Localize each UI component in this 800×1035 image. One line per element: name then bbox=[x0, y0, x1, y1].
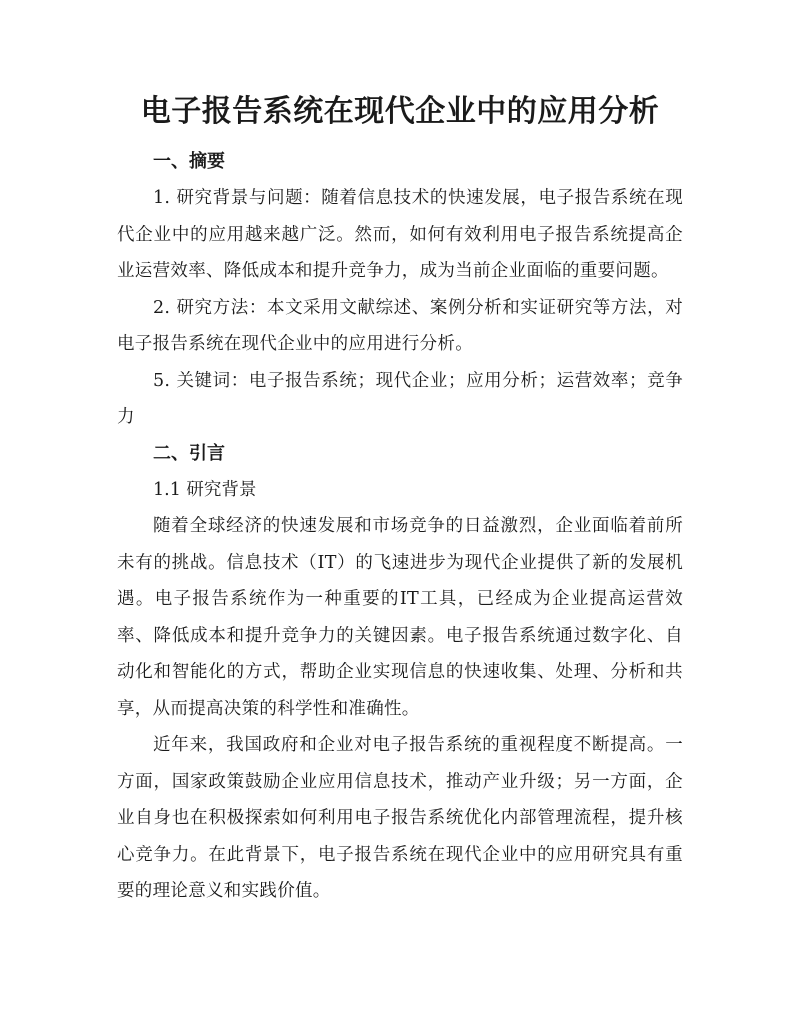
introduction-paragraph-2: 近年来，我国政府和企业对电子报告系统的重视程度不断提高。一方面，国家政策鼓励企业应用信息技术，推动产业升级；另一方面，企业自身也在积极探索如何利用电子报告系统优化内部管理流程，提升核心竞争力。在此背景下，电子报告系统在现代企业中的应用研究具有重要的理论意义和实践价值。 bbox=[117, 735, 683, 901]
document-title: 电子报告系统在现代企业中的应用分析 bbox=[140, 94, 660, 129]
abstract-heading: 一、摘要 bbox=[153, 151, 225, 172]
introduction-heading: 二、引言 bbox=[153, 442, 225, 464]
abstract-item-method: 2. 研究方法：本文采用文献综述、案例分析和实证研究等方法，对电子报告系统在现代企业中的应用进行分析。 bbox=[117, 297, 683, 354]
introduction-subheading: 1.1 研究背景 bbox=[153, 479, 257, 500]
document-page bbox=[117, 90, 683, 910]
abstract-item-keywords: 5. 关键词：电子报告系统；现代企业；应用分析；运营效率；竞争力 bbox=[117, 370, 683, 427]
introduction-paragraph-1: 随着全球经济的快速发展和市场竞争的日益激烈，企业面临着前所未有的挑战。信息技术（IT）的飞速进步为现代企业提供了新的发展机遇。电子报告系统作为一种重要的IT工具，已经成为企业提高运营效率、降低成本和提升竞争力的关键因素。电子报告系统通过数字化、自动化和智能化的方式，帮助企业实现信息的快速收集、处理、分析和共享，从而提高决策的科学性和准确性。 bbox=[117, 516, 683, 719]
abstract-item-background: 1. 研究背景与问题：随着信息技术的快速发展，电子报告系统在现代企业中的应用越来越广泛。然而，如何有效利用电子报告系统提高企业运营效率、降低成本和提升竞争力，成为当前企业面临的重要问题。 bbox=[117, 188, 683, 281]
